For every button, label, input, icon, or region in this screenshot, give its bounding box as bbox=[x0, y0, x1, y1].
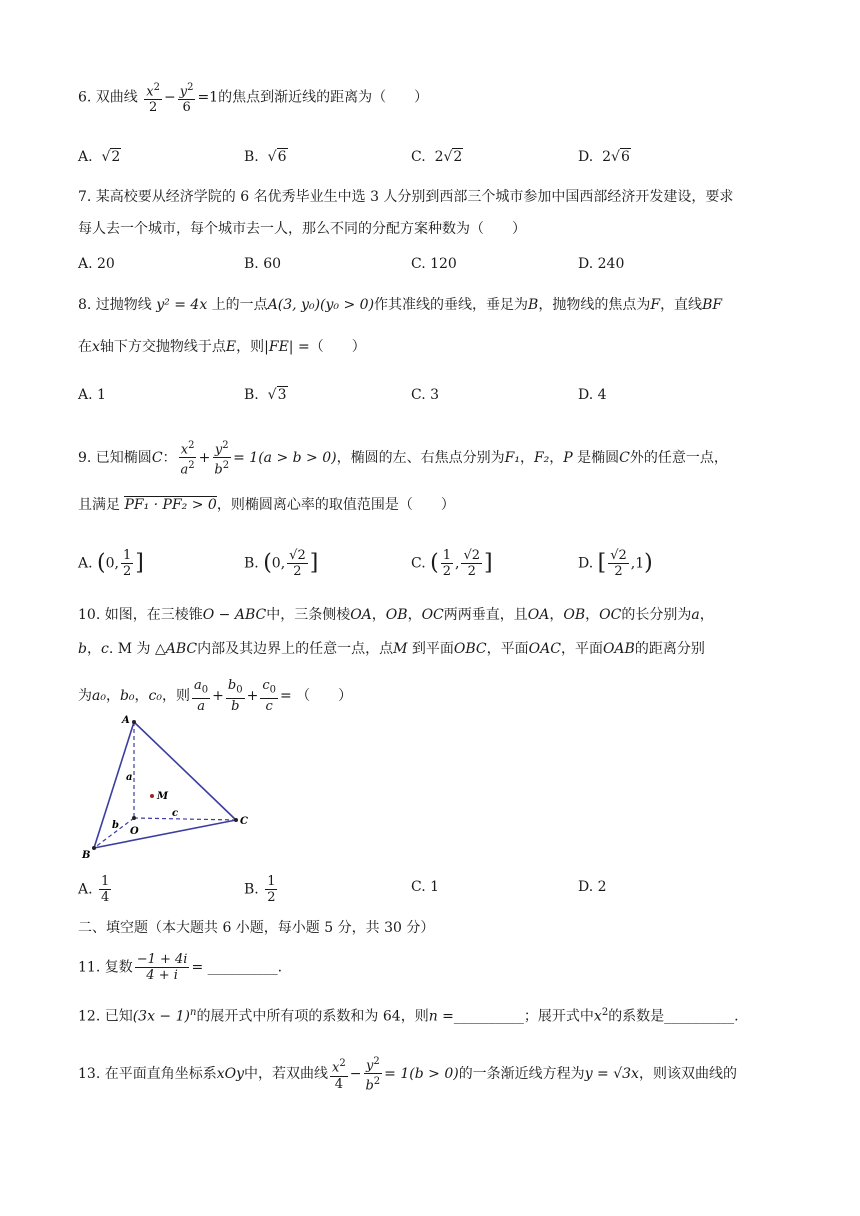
q9-option-b[interactable]: B. (0, $\frac{√2}{2}$ ] bbox=[244, 548, 319, 579]
q6-option-b[interactable]: B. √6 bbox=[244, 149, 287, 165]
question-8-line2: 在x轴下方交抛物线于点E，则|FE| =（ ） bbox=[78, 339, 366, 355]
q8-option-c[interactable]: C. 3 bbox=[411, 387, 440, 403]
question-9-line1: 9. 已知椭圆C： $\frac{x^2}{a^2}$ + $\frac{y^2}{b^2}$ = 1(a > b > 0)，椭圆的左、右焦点分别为F₁，F₂，P 是椭圆C外的任意一点， bbox=[78, 440, 728, 478]
point-b bbox=[92, 846, 96, 850]
q9-option-c[interactable]: C. ( $\frac{1}{2}$ , $\frac{√2}{2}$ ] bbox=[411, 548, 493, 579]
edge-oc bbox=[134, 818, 236, 820]
q10-option-d[interactable]: D. 2 bbox=[578, 879, 607, 895]
point-o bbox=[132, 816, 136, 820]
q7-option-a[interactable]: A. 20 bbox=[78, 256, 115, 272]
q8-option-a[interactable]: A. 1 bbox=[78, 387, 106, 403]
question-13: 13. 在平面直角坐标系xOy中，若双曲线 $\frac{x^2}{4}$ − $\frac{y^2}{b^2}$ = 1(b > 0)的一条渐近线方程为y = √3x，则该双曲线的 bbox=[78, 1056, 737, 1094]
q9-option-d[interactable]: D. [ $\frac{√2}{2}$ ,1) bbox=[578, 548, 653, 579]
q8-option-b[interactable]: B. √3 bbox=[244, 387, 287, 403]
label-c: C bbox=[240, 816, 248, 827]
point-m bbox=[150, 794, 154, 798]
question-10-line3: 为a₀，b₀，c₀，则 $\frac{a_0}{a}$ + $\frac{b_0}{b}$ + $\frac{c_0}{c}$ = （ ） bbox=[78, 678, 353, 714]
label-a: A bbox=[122, 715, 130, 726]
q9-option-a[interactable]: A. (0, $\frac{1}{2}$ ] bbox=[78, 548, 144, 579]
question-6: 6. 双曲线 $\frac{x^2}{2}$ − $\frac{y^2}{6}$ =1的焦点到渐近线的距离为（ ） bbox=[78, 82, 429, 116]
q6-option-a[interactable]: A. √2 bbox=[78, 149, 121, 165]
point-c bbox=[234, 818, 238, 822]
label-o: O bbox=[130, 826, 139, 837]
section-2-heading: 二、填空题（本大题共 6 小题，每小题 5 分，共 30 分） bbox=[78, 920, 435, 936]
q7-option-c[interactable]: C. 120 bbox=[411, 256, 457, 272]
q6-option-c[interactable]: C. 2√2 bbox=[411, 149, 463, 165]
question-8-line1: 8. 过抛物线 y² = 4x 上的一点A(3, y₀)(y₀ > 0)作其准线的垂线，垂足为B，抛物线的焦点为F，直线BF bbox=[78, 297, 723, 313]
label-c-length: c bbox=[172, 808, 179, 819]
q7-option-b[interactable]: B. 60 bbox=[244, 256, 282, 272]
tetrahedron-figure bbox=[78, 710, 258, 860]
q10-option-b[interactable]: B. $\frac{1}{2}$ bbox=[244, 874, 276, 905]
q6-option-d[interactable]: D. 2√6 bbox=[578, 149, 630, 165]
label-a-length: a bbox=[126, 772, 133, 783]
question-10-line1: 10. 如图，在三棱锥O − ABC中，三条侧棱OA，OB，OC两两垂直，且OA，OB，OC的长分别为a， bbox=[78, 607, 714, 623]
label-b: B bbox=[82, 850, 91, 860]
label-b-length: b bbox=[112, 820, 119, 831]
q10-option-a[interactable]: A. $\frac{1}{4}$ bbox=[78, 874, 110, 905]
edge-ac bbox=[134, 722, 236, 820]
question-7-line2: 每人去一个城市，每个城市去一人，那么不同的分配方案种数为（ ） bbox=[78, 221, 526, 237]
q8-option-d[interactable]: D. 4 bbox=[578, 387, 607, 403]
q7-option-d[interactable]: D. 240 bbox=[578, 256, 625, 272]
question-12: 12. 已知$(3x - 1)^n$的展开式中所有项的系数和为 64，则n =__________；展开式中$x^2$的系数是__________. bbox=[78, 1007, 739, 1025]
question-11: 11. 复数 $\frac{-1 + 4i}{4 + i}$ = __________. bbox=[78, 952, 283, 983]
question-9-line2: 且满足 PF₁ · PF₂ > 0，则椭圆离心率的取值范围是（ ） bbox=[78, 497, 455, 513]
q10-option-c[interactable]: C. 1 bbox=[411, 879, 440, 895]
label-m: M bbox=[157, 791, 169, 802]
question-10-line2: b，c. M 为 △ABC内部及其边界上的任意一点，点M 到平面OBC，平面OAC，平面OAB的距离分别 bbox=[78, 641, 705, 657]
point-a bbox=[132, 720, 136, 724]
question-7-line1: 7. 某高校要从经济学院的 6 名优秀毕业生中选 3 人分别到西部三个城市参加中国西部经济开发建设，要求 bbox=[78, 189, 734, 205]
